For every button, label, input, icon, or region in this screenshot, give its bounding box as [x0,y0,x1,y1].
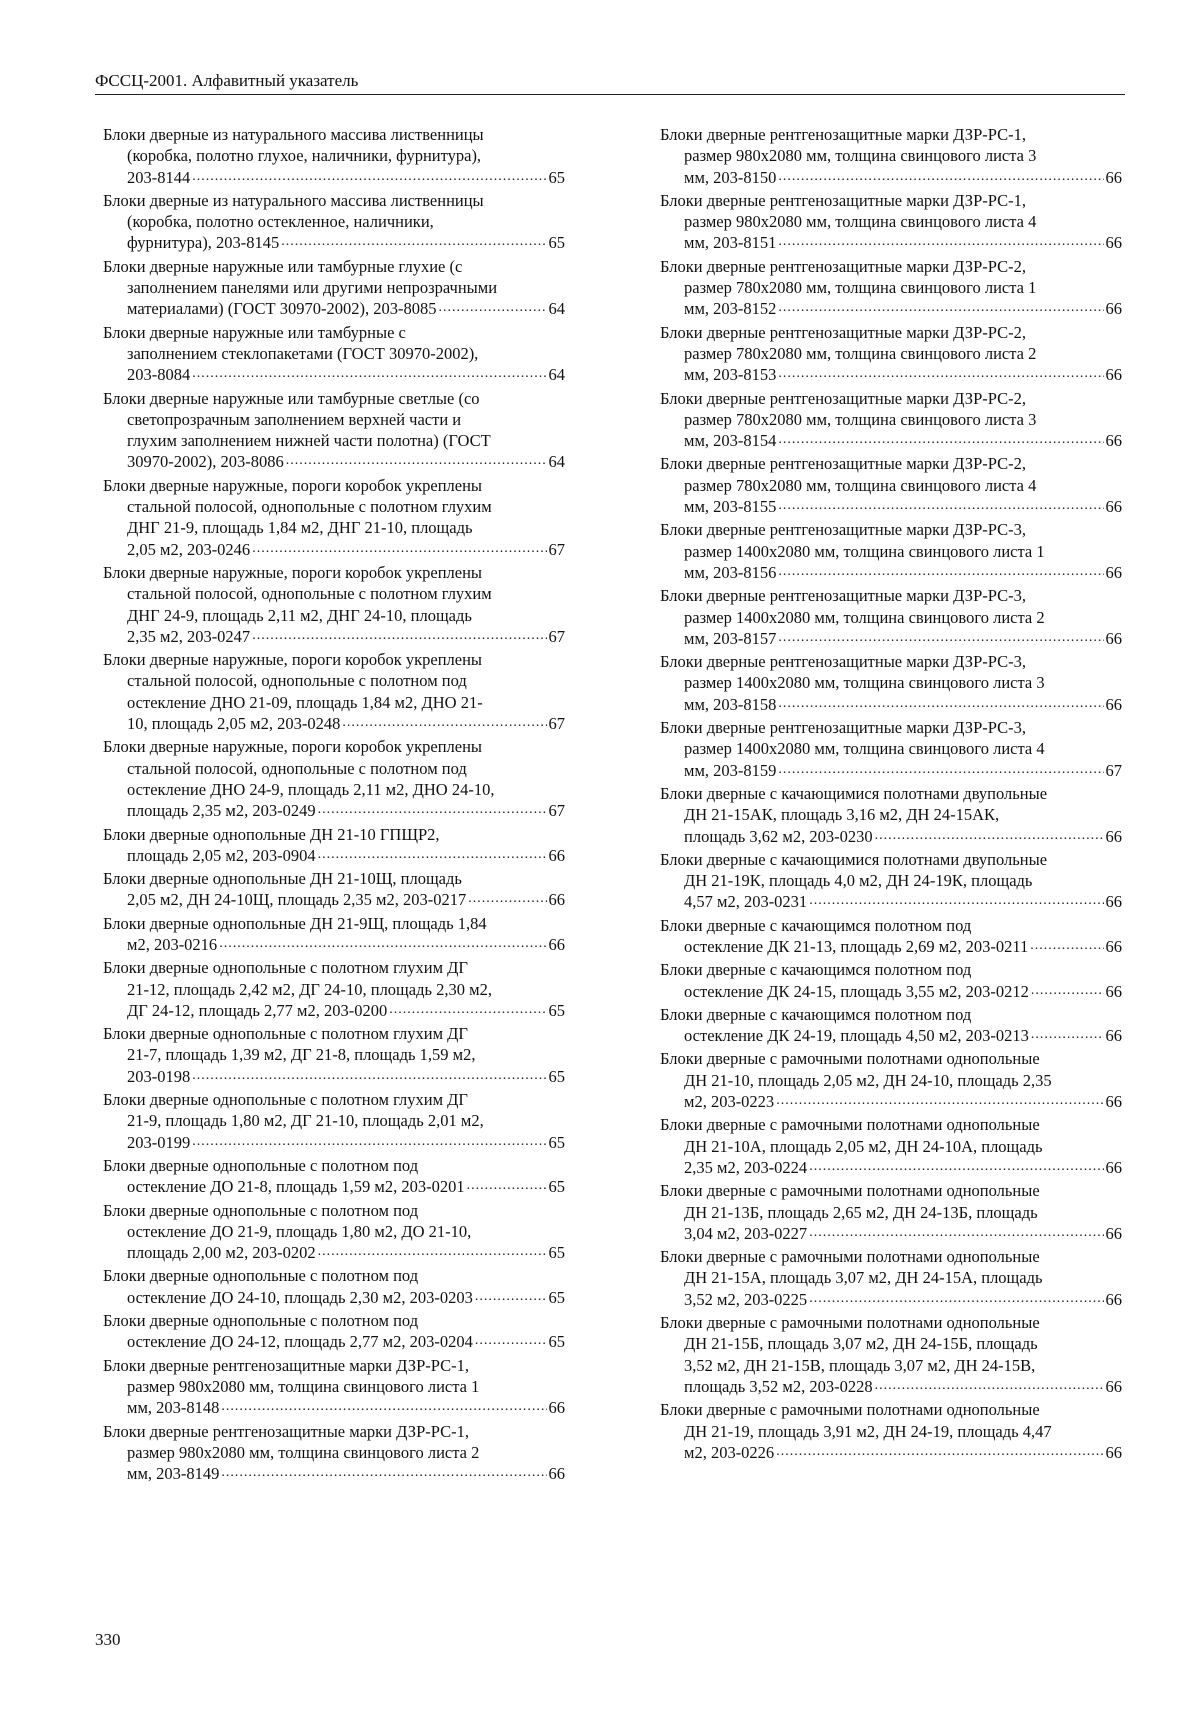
index-entry-line: светопрозрачным заполнением верхней части и [127,409,462,429]
index-entry [660,388,1122,454]
index-entry-line: мм, 203-8157 [684,628,777,648]
dot-leader [809,1220,1103,1243]
index-entry-line: ДГ 24-12, площадь 2,77 м2, 203-0200 [127,1000,388,1020]
index-entry-line: Блоки дверные с рамочными полотнами однопольные [660,1181,1040,1201]
index-entry-last-line [103,539,565,562]
index-entry-line: Блоки дверные с качающимся полотном под [660,915,972,935]
index-entry-last-line [660,936,1122,959]
index-entry [103,388,565,475]
index-entry-last-line [660,1442,1122,1465]
index-entry-line: стальной полосой, однопольные с полотном глухим [127,584,492,604]
page-number: 330 [95,1630,121,1649]
index-entry-line: Блоки дверные с качающимся полотном под [660,1004,972,1024]
index-entry-page-number[interactable]: 65 [548,1332,565,1352]
index-entry-last-line [103,1287,565,1310]
index-entry [103,649,565,736]
index-entry [660,915,1122,960]
dot-leader [809,1286,1103,1309]
page-header-title: ФССЦ-2001. Алфавитный указатель [95,71,359,90]
index-entry-line: ДН 21-13Б, площадь 2,65 м2, ДН 24-13Б, площадь [684,1202,1038,1222]
index-entry-page-number[interactable]: 66 [1105,431,1122,451]
index-entry-page-number[interactable]: 66 [548,845,565,865]
index-entry-page-number[interactable]: 65 [548,1000,565,1020]
index-entry [660,453,1122,519]
index-entry-page-number[interactable]: 67 [1105,760,1122,780]
index-entry-line: Блоки дверные с рамочными полотнами однопольные [660,1313,1040,1333]
index-entry-line: размер 1400x2080 мм, толщина свинцового листа 1 [684,541,1045,561]
index-entry-line: Блоки дверные рентгенозащитные марки ДЗР-РС-3, [660,718,1026,738]
dot-leader [192,164,546,187]
index-entry-page-number[interactable]: 65 [548,1287,565,1307]
index-entry-page-number[interactable]: 66 [1105,1289,1122,1309]
index-entry-line: Блоки дверные с рамочными полотнами однопольные [660,1115,1040,1135]
index-entry-line: 2,35 м2, 203-0224 [684,1157,808,1177]
index-entry-line: заполнением панелями или другими непрозрачными [127,278,498,298]
index-entry-page-number[interactable]: 65 [548,1132,565,1152]
index-entry-line: мм, 203-8154 [684,431,777,451]
index-entry [103,124,565,190]
index-entry [660,1048,1122,1114]
index-entry-line: мм, 203-8153 [684,365,777,385]
index-entry-line: Блоки дверные наружные или тамбурные глухие (с [103,256,463,276]
index-entry-line: размер 980x2080 мм, толщина свинцового листа 1 [127,1376,480,1396]
index-entry-line: остекление ДО 21-9, площадь 1,80 м2, ДО 21-10, [127,1221,472,1241]
index-column-left [103,124,565,1486]
index-entry-line: Блоки дверные с рамочными полотнами однопольные [660,1049,1040,1069]
dot-leader [192,1129,546,1152]
dot-leader [875,1373,1104,1396]
index-entry-page-number[interactable]: 66 [1105,1026,1122,1046]
index-entry-last-line [660,1025,1122,1048]
index-entry-line: остекление ДК 24-19, площадь 4,50 м2, 203-0213 [684,1026,1029,1046]
index-entry-line: Блоки дверные с качающимися полотнами двупольные [660,849,1048,869]
index-entry-line: ДН 21-19К, площадь 4,0 м2, ДН 24-19К, площадь [684,871,1033,891]
index-entry [103,1355,565,1421]
dot-leader [778,295,1103,318]
dot-leader [778,757,1103,780]
index-entry-line: 21-9, площадь 1,80 м2, ДГ 21-10, площадь 2,01 м2, [127,1111,484,1131]
dot-leader [778,625,1103,648]
index-entry-last-line [103,1242,565,1265]
dot-leader [252,623,546,646]
index-entry [103,1265,565,1310]
index-entry [103,1155,565,1200]
index-entry-line: Блоки дверные наружные, пороги коробок укреплены [103,475,483,495]
index-entry-line: Блоки дверные рентгенозащитные марки ДЗР-РС-3, [660,652,1026,672]
index-entry-last-line [660,298,1122,321]
index-entry-last-line [103,364,565,387]
index-entry-line: стальной полосой, однопольные с полотном глухим [127,497,492,517]
index-entry-line: Блоки дверные рентгенозащитные марки ДЗР-РС-1, [103,1421,469,1441]
index-entry [660,124,1122,190]
dot-leader [778,691,1103,714]
index-entry [103,913,565,958]
index-entry-line: 3,52 м2, ДН 21-15В, площадь 3,07 м2, ДН 24-15В, [684,1355,1036,1375]
index-entry-line: Блоки дверные с рамочными полотнами однопольные [660,1247,1040,1267]
index-entry-page-number[interactable]: 67 [548,626,565,646]
index-entry [660,1399,1122,1465]
index-entry-line: 2,35 м2, 203-0247 [127,626,251,646]
index-entry-last-line [660,562,1122,585]
index-entry [660,651,1122,717]
index-entry-line: ДН 21-15АК, площадь 3,16 м2, ДН 24-15АК, [684,805,1000,825]
index-entry-line: площадь 2,35 м2, 203-0249 [127,801,316,821]
dot-leader [475,1284,547,1307]
index-entry [103,1200,565,1266]
index-entry-page-number[interactable]: 66 [1105,562,1122,582]
index-entry-line: размер 1400x2080 мм, толщина свинцового листа 2 [684,607,1045,627]
dot-leader [875,823,1104,846]
index-entry-last-line [660,232,1122,255]
index-entry-line: Блоки дверные рентгенозащитные марки ДЗР-РС-2, [660,256,1026,276]
index-entry-line: ДН 21-10, площадь 2,05 м2, ДН 24-10, площадь 2,35 [684,1070,1052,1090]
index-entry-page-number[interactable]: 67 [548,801,565,821]
dot-leader [468,886,546,909]
index-entry-page-number[interactable]: 66 [548,1398,565,1418]
index-entry-page-number[interactable]: 65 [548,233,565,253]
dot-leader [778,427,1103,450]
index-entry-line: 203-8144 [127,167,191,187]
index-entry-line: 3,52 м2, 203-0225 [684,1289,808,1309]
index-entry-last-line [103,800,565,823]
index-entry-line: ДН 21-15Б, площадь 3,07 м2, ДН 24-15Б, площадь [684,1334,1038,1354]
dot-leader [778,229,1103,252]
dot-leader [776,1088,1103,1111]
dot-leader [221,1460,546,1483]
index-entry-line: Блоки дверные рентгенозащитные марки ДЗР-РС-2, [660,322,1026,342]
index-entry-last-line [103,232,565,255]
index-entry-line: размер 780x2080 мм, толщина свинцового листа 4 [684,475,1037,495]
index-entry-last-line [103,1000,565,1023]
index-entry-line: Блоки дверные однопольные ДН 21-10 ГПЩР2, [103,824,440,844]
index-entry-line: 203-0199 [127,1132,191,1152]
index-entry-line: Блоки дверные рентгенозащитные марки ДЗР-РС-1, [103,1355,469,1375]
dot-leader [252,536,546,559]
index-entry [660,322,1122,388]
index-entry-page-number[interactable]: 64 [548,299,565,319]
dot-leader [467,1173,547,1196]
index-entry-last-line [103,1463,565,1486]
index-entry-last-line [660,496,1122,519]
dot-leader [778,361,1103,384]
index-entry [660,519,1122,585]
index-entry-line: мм, 203-8158 [684,694,777,714]
index-entry-last-line [660,1091,1122,1114]
index-entry-page-number[interactable]: 66 [548,1464,565,1484]
index-entry-page-number[interactable]: 67 [548,714,565,734]
index-entry-line: Блоки дверные однопольные с полотном под [103,1311,419,1331]
index-entry-line: мм, 203-8150 [684,167,777,187]
index-entry-line: Блоки дверные наружные, пороги коробок укреплены [103,562,483,582]
index-entry-line: размер 980x2080 мм, толщина свинцового листа 4 [684,212,1037,232]
index-entry-line: мм, 203-8148 [127,1398,220,1418]
index-entry [103,1421,565,1487]
index-entry-line: 203-8084 [127,365,191,385]
index-entry-line: 203-0198 [127,1066,191,1086]
index-entry-line: Блоки дверные рентгенозащитные марки ДЗР-РС-2, [660,388,1026,408]
index-entry-last-line [660,1157,1122,1180]
index-entry [103,1310,565,1355]
index-entry-line: мм, 203-8155 [684,497,777,517]
index-entry-line: остекление ДО 24-12, площадь 2,77 м2, 203-0204 [127,1332,473,1352]
dot-leader [192,1063,546,1086]
index-entry-last-line [103,889,565,912]
index-entry [103,562,565,649]
index-entry-page-number[interactable]: 64 [548,365,565,385]
index-entry-line: Блоки дверные однопольные с полотном под [103,1155,419,1175]
index-entry-last-line [103,845,565,868]
index-entry-line: Блоки дверные рентгенозащитные марки ДЗР-РС-2, [660,454,1026,474]
index-entry-last-line [103,451,565,474]
index-entry-page-number[interactable]: 66 [1105,1376,1122,1396]
index-entry-line: м2, 203-0226 [684,1442,775,1462]
index-entry-line: фурнитура), 203-8145 [127,233,280,253]
index-entry-line: остекление ДНО 24-9, площадь 2,11 м2, ДНО 24-10, [127,779,495,799]
index-entry-page-number[interactable]: 66 [1105,299,1122,319]
index-entry-last-line [660,694,1122,717]
index-entry-line: 10, площадь 2,05 м2, 203-0248 [127,714,341,734]
dot-leader [318,842,547,865]
index-entry [103,824,565,869]
index-entry-line: размер 1400x2080 мм, толщина свинцового листа 4 [684,739,1045,759]
index-entry-line: материалами) (ГОСТ 30970-2002), 203-8085 [127,299,437,319]
index-entry [103,1089,565,1155]
index-entry-page-number[interactable]: 66 [1105,694,1122,714]
index-entry-page-number[interactable]: 65 [548,167,565,187]
index-entry [660,1246,1122,1312]
dot-leader [192,361,546,384]
index-entry [103,736,565,823]
index-entry-line: Блоки дверные однопольные с полотном глухим ДГ [103,1090,468,1110]
index-entry-last-line [103,1176,565,1199]
index-entry [660,1114,1122,1180]
index-entry-page-number[interactable]: 66 [1105,167,1122,187]
dot-leader [1031,1022,1104,1045]
index-entry-last-line [103,1331,565,1354]
index-entry-page-number[interactable]: 66 [1105,1092,1122,1112]
index-entry-page-number[interactable]: 64 [548,452,565,472]
index-entry-line: Блоки дверные однопольные с полотном под [103,1200,419,1220]
index-entry-line: 4,57 м2, 203-0231 [684,892,808,912]
dot-leader [778,164,1103,187]
dot-leader [389,997,546,1020]
index-entry-last-line [660,430,1122,453]
index-entry-line: м2, 203-0223 [684,1092,775,1112]
index-entry-last-line [660,364,1122,387]
index-entry-line: м2, 203-0216 [127,934,218,954]
index-entry [103,256,565,322]
index-entry-last-line [103,1397,565,1420]
index-entry-line: ДН 21-15А, площадь 3,07 м2, ДН 24-15А, площадь [684,1268,1043,1288]
index-entry-line: Блоки дверные однопольные с полотном глухим ДГ [103,958,468,978]
index-entry [660,585,1122,651]
index-entry-line: Блоки дверные рентгенозащитные марки ДЗР-РС-3, [660,586,1026,606]
index-entry-page-number[interactable]: 66 [548,934,565,954]
index-entry-line: стальной полосой, однопольные с полотном под [127,758,467,778]
index-entry-line: площадь 3,62 м2, 203-0230 [684,826,873,846]
index-entry-line: остекление ДК 21-13, площадь 2,69 м2, 203-0211 [684,936,1029,956]
index-entry-line: Блоки дверные наружные, пороги коробок укреплены [103,650,483,670]
index-entry-line: Блоки дверные рентгенозащитные марки ДЗР-РС-1, [660,190,1026,210]
index-entry-line: 21-7, площадь 1,39 м2, ДГ 21-8, площадь 1,59 м2, [127,1045,476,1065]
index-entry-page-number[interactable]: 66 [1105,1223,1122,1243]
index-entry [103,475,565,562]
dot-leader [778,493,1103,516]
index-entry-page-number[interactable]: 66 [1105,826,1122,846]
dot-leader [286,448,547,471]
index-entry-line: 30970-2002), 203-8086 [127,452,284,472]
dot-leader [1030,933,1103,956]
index-entry-last-line [660,981,1122,1004]
index-entry-page-number[interactable]: 66 [1105,1157,1122,1177]
index-entry [660,1180,1122,1246]
index-entry-last-line [103,713,565,736]
index-entry-line: Блоки дверные рентгенозащитные марки ДЗР-РС-1, [660,125,1026,144]
dot-leader [318,1239,547,1262]
index-entry-line: 21-12, площадь 2,42 м2, ДГ 24-10, площадь 2,30 м2, [127,979,492,999]
dot-leader [342,710,546,733]
index-entry-last-line [660,1289,1122,1312]
index-entry-last-line [660,628,1122,651]
index-entry-line: заполнением стеклопакетами (ГОСТ 30970-2002), [127,343,479,363]
index-entry-line: размер 980x2080 мм, толщина свинцового листа 2 [127,1442,480,1462]
index-entry-line: 2,05 м2, ДН 24-10Щ, площадь 2,35 м2, 203-0217 [127,890,467,910]
index-entry-line: размер 780x2080 мм, толщина свинцового листа 2 [684,343,1037,363]
index-entry-line: мм, 203-8151 [684,233,777,253]
index-entry-page-number[interactable]: 66 [548,890,565,910]
index-entry-page-number[interactable]: 66 [1105,1442,1122,1462]
index-entry-line: глухим заполнением нижней части полотна) (ГОСТ [127,431,491,451]
index-entry-line: площадь 2,05 м2, 203-0904 [127,845,316,865]
index-entry-last-line [660,760,1122,783]
index-entry-page-number[interactable]: 66 [1105,981,1122,1001]
index-entry [660,1004,1122,1049]
index-entry-last-line [660,891,1122,914]
index-entry-line: площадь 3,52 м2, 203-0228 [684,1376,873,1396]
index-entry [660,849,1122,915]
index-entry-page-number[interactable]: 65 [548,1243,565,1263]
dot-leader [778,559,1103,582]
index-entry-page-number[interactable]: 66 [1105,233,1122,253]
page-header [95,66,1125,95]
index-entry-line: размер 980x2080 мм, толщина свинцового листа 3 [684,146,1037,166]
index-entry [660,959,1122,1004]
index-entry-line: Блоки дверные однопольные с полотном под [103,1266,419,1286]
index-entry-last-line [103,167,565,190]
index-entry-line: Блоки дверные с рамочными полотнами однопольные [660,1400,1040,1420]
index-entry-line: мм, 203-8149 [127,1464,220,1484]
index-entry-line: Блоки дверные наружные или тамбурные светлые (со [103,388,480,408]
dot-leader [438,295,546,318]
index-entry-last-line [103,934,565,957]
dot-leader [221,1394,546,1417]
index-entry-line: размер 780x2080 мм, толщина свинцового листа 3 [684,409,1037,429]
index-entry [660,1312,1122,1399]
index-entry-line: размер 780x2080 мм, толщина свинцового листа 1 [684,278,1037,298]
index-entry-page-number[interactable]: 66 [1105,892,1122,912]
index-entry-line: ДНГ 24-9, площадь 2,11 м2, ДНГ 24-10, площадь [127,605,472,625]
index-entry-line: размер 1400x2080 мм, толщина свинцового листа 3 [684,673,1045,693]
index-entry-line: 2,05 м2, 203-0246 [127,539,251,559]
index-entry-line: ДН 21-10А, площадь 2,05 м2, ДН 24-10А, площадь [684,1136,1043,1156]
index-entry-line: остекление ДК 24-15, площадь 3,55 м2, 203-0212 [684,981,1029,1001]
index-entry-line: ДН 21-19, площадь 3,91 м2, ДН 24-19, площадь 4,47 [684,1421,1052,1441]
dot-leader [281,229,546,252]
index-entry-last-line [103,626,565,649]
dot-leader [809,1154,1103,1177]
index-entry-page-number[interactable]: 66 [1105,936,1122,956]
dot-leader [809,888,1103,911]
index-entry-last-line [660,1223,1122,1246]
index-entry [103,868,565,913]
index-entry-line: Блоки дверные однопольные с полотном глухим ДГ [103,1024,468,1044]
index-entry-page-number[interactable]: 65 [548,1066,565,1086]
index-entry [103,322,565,388]
index-entry [660,783,1122,849]
index-entry-line: остекление ДО 21-8, площадь 1,59 м2, 203-0201 [127,1177,465,1197]
dot-leader [318,797,547,820]
index-entry [103,1023,565,1089]
dot-leader [219,931,546,954]
dot-leader [1031,978,1104,1001]
index-entry-line: мм, 203-8156 [684,562,777,582]
index-entry-line: ДНГ 21-9, площадь 1,84 м2, ДНГ 21-10, площадь [127,518,473,538]
index-entry [660,256,1122,322]
index-entry-line: мм, 203-8152 [684,299,777,319]
index-entry-line: 3,04 м2, 203-0227 [684,1223,808,1243]
index-entry-page-number[interactable]: 67 [548,539,565,559]
index-entry-line: Блоки дверные с качающимися полотнами двупольные [660,783,1048,803]
dot-leader [475,1328,547,1351]
index-entry [103,957,565,1023]
index-entry [660,717,1122,783]
index-entry-last-line [103,1132,565,1155]
dot-leader [776,1439,1103,1462]
index-entry-line: Блоки дверные рентгенозащитные марки ДЗР-РС-3, [660,520,1026,540]
index-entry-page-number[interactable]: 66 [1105,628,1122,648]
index-entry-line: мм, 203-8159 [684,760,777,780]
index-entry-line: Блоки дверные из натурального массива лиственницы [103,125,484,144]
index-entry-line: (коробка, полотно глухое, наличники, фурнитура), [127,146,482,166]
index-entry-line: Блоки дверные из натурального массива лиственницы [103,190,484,210]
index-entry-page-number[interactable]: 66 [1105,497,1122,517]
index-entry-last-line [660,1376,1122,1399]
index-entry [103,190,565,256]
index-entry-last-line [103,1066,565,1089]
index-entry-last-line [660,167,1122,190]
index-entry-last-line [660,826,1122,849]
index-entry-line: (коробка, полотно остекленное, наличники, [127,212,434,232]
index-entry-line: Блоки дверные наружные, пороги коробок укреплены [103,737,483,757]
index-entry-line: Блоки дверные с качающимся полотном под [660,960,972,980]
index-entry-line: Блоки дверные однопольные ДН 21-9Щ, площадь 1,84 [103,913,487,933]
index-entry-line: площадь 2,00 м2, 203-0202 [127,1243,316,1263]
index-column-right [660,124,1122,1465]
index-entry [660,190,1122,256]
index-entry-last-line [103,298,565,321]
index-entry-line: Блоки дверные наружные или тамбурные с [103,322,406,342]
index-entry-line: остекление ДНО 21-09, площадь 1,84 м2, ДНО 21- [127,692,483,712]
index-entry-line: остекление ДО 24-10, площадь 2,30 м2, 203-0203 [127,1287,473,1307]
index-entry-line: стальной полосой, однопольные с полотном под [127,671,467,691]
index-entry-line: Блоки дверные однопольные ДН 21-10Щ, площадь [103,869,462,889]
index-entry-page-number[interactable]: 66 [1105,365,1122,385]
index-entry-page-number[interactable]: 65 [548,1177,565,1197]
